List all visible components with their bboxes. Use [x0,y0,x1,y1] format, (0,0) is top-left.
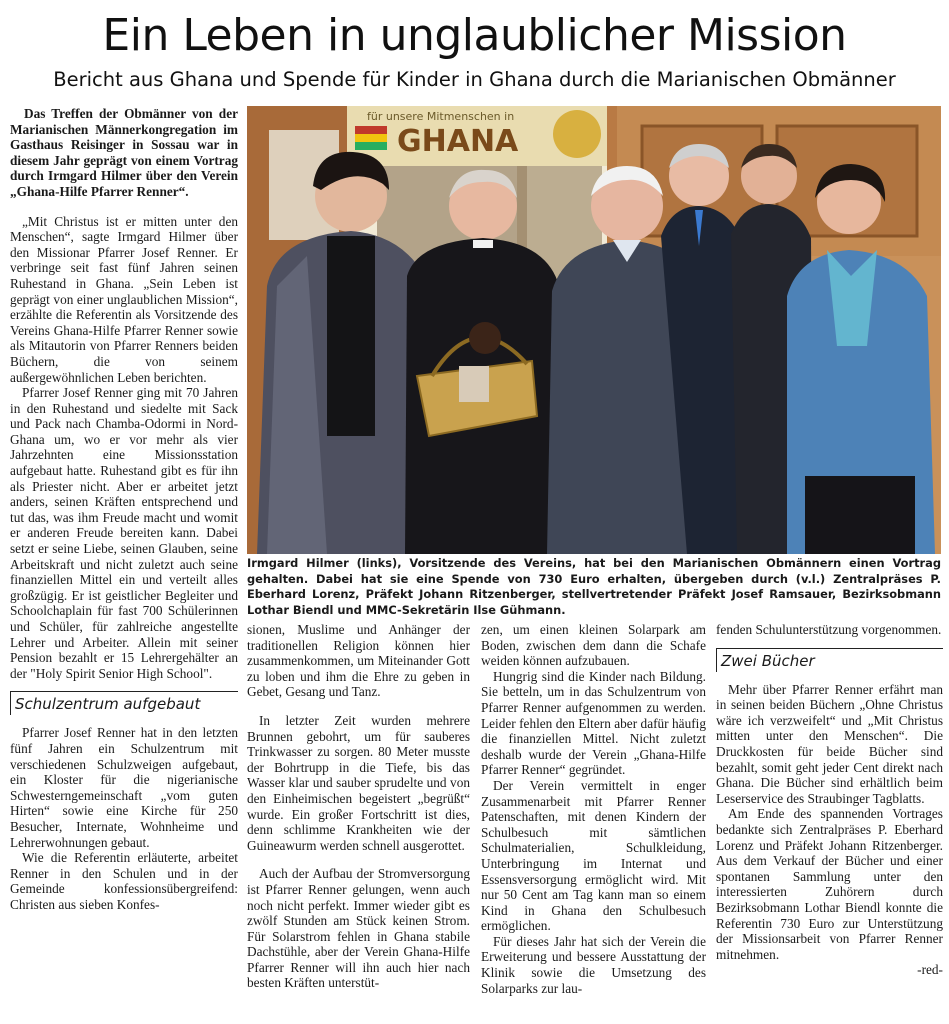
photo-caption: Irmgard Hilmer (links), Vorsitzende des Vereins, hat bei den Marianischen Obmännern einen Vortrag gehalten. Dabei hat sie eine Spende von 730 Euro erhalten, übergeben durch (v.l.) Zentralpräses P. Eberhard Lorenz, Präfekt Johann Ritzenberger, stellvertretender Präfekt Josef Ramsauer, Bezirksobmann Lothar Biendl und MMC-Sekretärin Ilse Gühmann. [247,556,941,617]
paragraph: „Mit Christus ist er mitten unter den Menschen“, sagte Irmgard Hilmer über den Missionar Pfarrer Josef Renner. Er verbringe seit fast fünf Jahren seinen Ruhestand in Ghana. „Sein Leben ist geprägt von einer unglaublichen Mission“, erzählte die Referentin als Vorsitzende des Vereins Ghana-Hilfe Pfarrer Renner sowie als Mitautorin von Pfarrer Renners beiden Büchern, die von seinem außergewöhnlichen Leben berichten. [10,213,238,385]
paragraph: sionen, Muslime und Anhänger der traditionellen Religion können hier zusammenkommen, um Miteinander Gott zu loben und ihm die Ehre zu geben in Gebet, Gesang und Tanz. [247,622,470,700]
subheadline: Bericht aus Ghana und Spende für Kinder in Ghana durch die Marianischen Obmänner [53,68,896,91]
column-4 [716,622,943,978]
paragraph: Mehr über Pfarrer Renner erfährt man in seinen beiden Büchern „Ohne Christus wäre ich verzweifelt“ und „Mit Christus mitten unter den Menschen“. Die Druckkosten für beide Bücher sind bezahlt, somit geht jeder Cent direkt nach Ghana. Die Bücher sind erhältlich beim Leserservice des Straubinger Tagblatts. [716,681,943,806]
paragraph: zen, um einen kleinen Solarpark am Boden, zwischen dem dann die Schafe weiden können aufzubauen. [481,622,706,669]
paragraph: Wie die Referentin erläuterte, arbeitet Renner in den Schulen und in der Gemeinde konfessionsübergreifend: Christen aus sieben Konfes- [10,850,238,912]
paragraph: Der Verein vermittelt in enger Zusammenarbeit mit Pfarrer Renner Patenschaften, mit denen Kindern der Schulbesuch mit sämtlichen Schulmaterialien, Schulkleidung, Unterbringung im Internat und Essensversorgung ermöglicht wird. Mit nur 50 Cent am Tag kann man so einem Kind in Ghana den Schulbesuch ermöglichen. [481,777,706,934]
headline: Ein Leben in unglaublicher Mission [102,10,847,61]
banner-small-text: für unsere Mitmenschen in [367,110,515,123]
paragraph: In letzter Zeit wurden mehrere Brunnen gebohrt, um für sauberes Trinkwasser zu sorgen. 80 Meter musste der Bohrtrupp in die Tiefe, bis das Wasser klar und sauber sprudelte und von den Einheimischen begeistert „begrüßt“ wurde. Ein großer Fortschritt ist dies, denn schlimme Krankheiten wie der Guineawurm werden schnell ausgerottet. [247,712,470,853]
paragraph: Pfarrer Josef Renner ging mit 70 Jahren in den Ruhestand und siedelte mit Sack und Pack nach Chamba-Odormi in Nord-Ghana um, wo er vor mehr als vier Jahrzehnten eine Missionsstation aufgebaut hatte. Ruhestand gibt es für ihn als Priester nicht. Aber er arbeitet jetzt anders, seinen Kräften entsprechend und tut das, was ihm Freude macht und womit er anderen Freude bereiten kann. Dabei setzt er seine Liebe, seinen Glauben, seine Arbeitskraft und nicht zuletzt auch seine finanziellen Mittel ein und verteilt alles großzügig. Er ist geistlicher Begleiter und Schoolchaplain für fast 700 Schülerinnen und Schüler, für zahlreiche angestellte Lehrer und Arbeiter. Allein mit seiner Pension bezahlt er 15 Lehrergehälter an der "Holy Spirit Senior High School". [10,385,238,681]
paragraph: Hungrig sind die Kinder nach Bildung. Sie betteln, um in das Schulzentrum von Pfarrer Renner aufgenommen zu werden. Leider fehlen den Eltern aber dafür häufig die finanziellen Mittel. Nicht zuletzt deshalb wurde der Verein „Ghana-Hilfe Pfarrer Renner“ gegründet. [481,668,706,778]
column-3 [481,622,706,996]
lead-paragraph: Das Treffen der Obmänner von der Marianischen Männerkongregation im Gasthaus Reisinger in Sossau war in diesem Jahr geprägt von einem Vortrag durch Irmgard Hilmer über den Verein „Ghana-Hilfe Pfarrer Renner“. [10,106,238,199]
section-heading-schulzentrum: Schulzentrum aufgebaut [10,691,238,715]
paragraph: fenden Schulunterstützung vorgenommen. [716,622,942,637]
paragraph: Pfarrer Josef Renner hat in den letzten fünf Jahren ein Schulzentrum mit verschiedenen Schulzweigen aufgebaut, ein Kloster für die nigerianische Schwesterngemeinschaft „vom guten Hirten“ sowie eine Kirche für 250 Besucher, Internate, Wohnheime und Lehrerwohnungen gebaut. [10,725,238,850]
paragraph: Auch der Aufbau der Stromversorgung ist Pfarrer Renner gelungen, wenn auch noch nicht perfekt. Immer wieder gibt es zwölf Stunden am Stück keinen Strom. Für Solarstrom fehlen in Ghana stabile Dachstühle, aber der Verein Ghana-Hilfe Pfarrer Renner will ihn auch hier nach besten Kräften unterstüt- [247,866,470,991]
section-heading-zwei-buecher: Zwei Bücher [716,648,943,672]
article-photo [247,106,941,554]
column-1 [10,106,238,913]
paragraph: Am Ende des spannenden Vortrages bedankte sich Zentralpräses P. Eberhard Lorenz und Präfekt Johann Ritzenberger. Aus dem Verkauf der Bücher und einer spontanen Sammlung unter den interessierten Zuhörern durch Bezirksobmann Lothar Biendl konnte die Referentin 730 Euro zur Unterstützung der Missionsarbeit von Pfarrer Renner mitnehmen. [716,806,943,962]
column-2 [247,622,470,991]
signature: -red- [917,962,943,978]
paragraph: Für dieses Jahr hat sich der Verein die Erweiterung und bessere Ausstattung der Klinik sowie die Umsetzung des Solarparks zur lau- [481,933,706,996]
banner-ghana-text: GHANA [397,124,519,159]
